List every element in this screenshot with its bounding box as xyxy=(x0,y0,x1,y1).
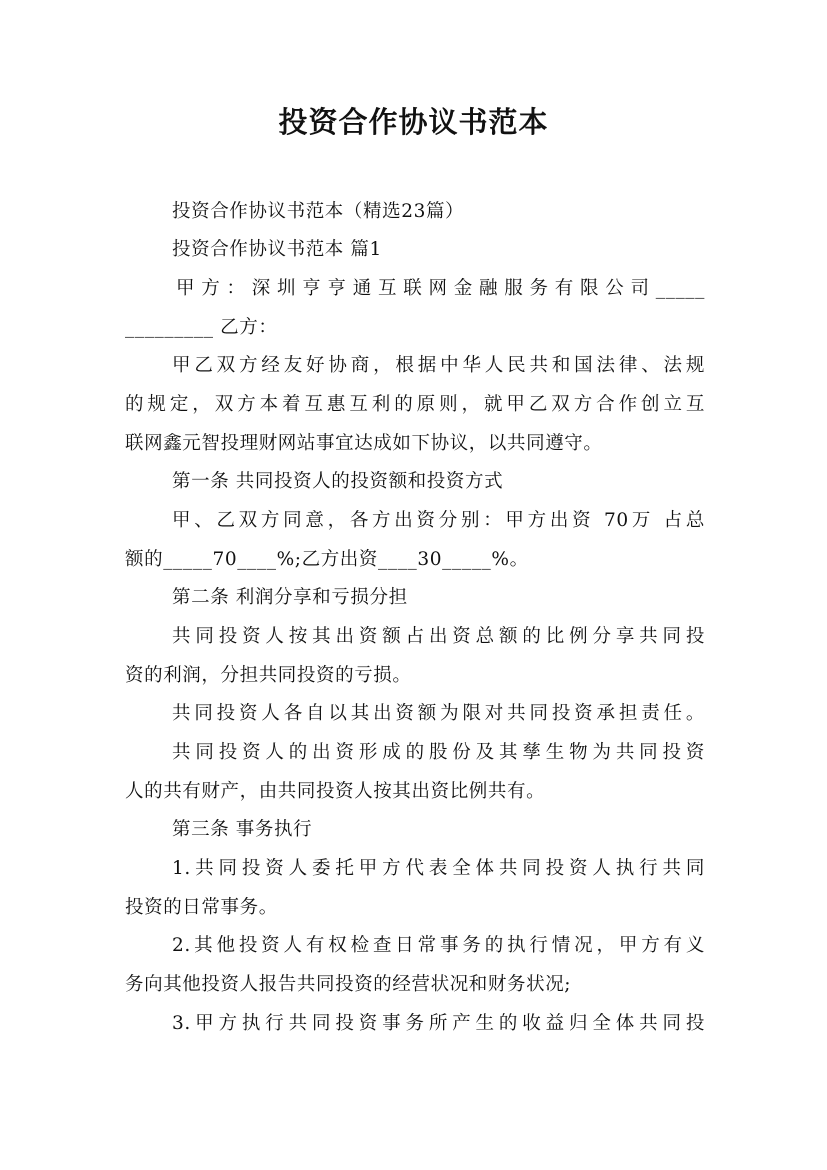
party-b-line: _________ 乙方： xyxy=(125,317,278,338)
section-heading: 投资合作协议书范本 篇1 xyxy=(172,239,382,260)
paragraph-line: 共同投资人的出资形成的股份及其孳生物为共同投资 xyxy=(172,742,705,763)
paragraph-line: 资的利润，分担共同投资的亏损。 xyxy=(125,665,412,686)
paragraph-line: 的规定，双方本着互惠互利的原则，就甲乙双方合作创立互 xyxy=(125,394,705,415)
article-heading: 第一条 共同投资人的投资额和投资方式 xyxy=(172,471,504,492)
paragraph-line: 联网鑫元智投理财网站事宜达成如下协议，以共同遵守。 xyxy=(125,433,603,454)
paragraph-line: 甲、乙双方同意，各方出资分别：甲方出资 70万 占总 xyxy=(172,510,705,531)
paragraph-line: 额的_____70____%;乙方出资____30_____%。 xyxy=(125,549,529,570)
party-a-line: 甲方：深圳亨亨通互联网金融服务有限公司_____ xyxy=(176,278,705,299)
paragraph-line: 甲乙双方经友好协商，根据中华人民共和国法律、法规 xyxy=(172,355,705,376)
paragraph-line: 1.共同投资人委托甲方代表全体共同投资人执行共同 xyxy=(172,858,705,879)
paragraph-line: 人的共有财产，由共同投资人按其出资比例共有。 xyxy=(125,781,546,802)
paragraph-line: 投资的日常事务。 xyxy=(125,897,278,918)
paragraph-line: 2.其他投资人有权检查日常事务的执行情况，甲方有义 xyxy=(172,935,705,956)
article-heading: 第二条 利润分享和亏损分担 xyxy=(172,587,408,608)
paragraph-line: 务向其他投资人报告共同投资的经营状况和财务状况; xyxy=(125,974,572,995)
document-title: 投资合作协议书范本 xyxy=(278,105,549,139)
paragraph-line: 3.甲方执行共同投资事务所产生的收益归全体共同投 xyxy=(172,1013,705,1034)
paragraph-line: 共同投资人各自以其出资额为限对共同投资承担责任。 xyxy=(172,703,705,724)
paragraph-line: 共同投资人按其出资额占出资总额的比例分享共同投 xyxy=(172,626,705,647)
document-subtitle: 投资合作协议书范本（精选23篇） xyxy=(172,201,465,222)
article-heading: 第三条 事务执行 xyxy=(172,819,313,840)
